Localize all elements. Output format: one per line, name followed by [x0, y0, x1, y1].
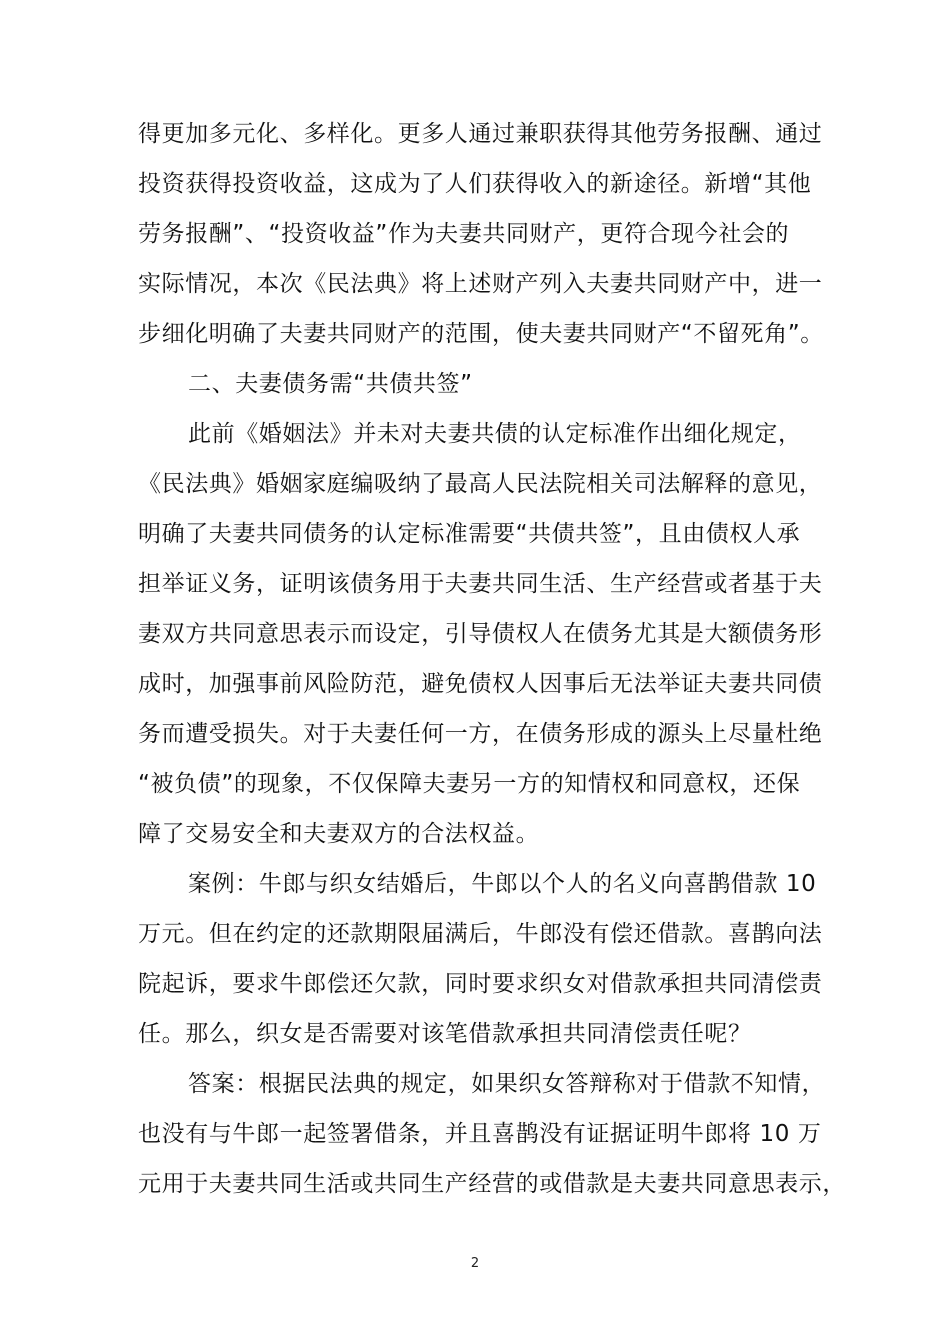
text-line-17: 万元。但在约定的还款期限届满后，牛郎没有偿还借款。喜鹊向法	[138, 921, 823, 947]
text-line-9: 明确了夫妻共同债务的认定标准需要“共债共签”，且由债权人承	[138, 521, 801, 547]
answer-paragraph-start: 答案：根据民法典的规定，如果织女答辩称对于借款不知情，	[188, 1071, 826, 1097]
text-line-12: 成时，加强事前风险防范，避免债权人因事后无法举证夫妻共同债	[138, 671, 823, 697]
text-line-19: 任。那么，织女是否需要对该笔借款承担共同清偿责任呢？	[138, 1021, 752, 1047]
text-line-22: 元用于夫妻共同生活或共同生产经营的或借款是夫妻共同意思表示，	[138, 1171, 846, 1197]
text-line-18: 院起诉，要求牛郎偿还欠款，同时要求织女对借款承担共同清偿责	[138, 971, 823, 997]
section-heading: 二、夫妻债务需“共债共签”	[188, 371, 473, 397]
text-line-11: 妻双方共同意思表示而设定，引导债权人在债务尤其是大额债务形	[138, 621, 823, 647]
text-line-10: 担举证义务，证明该债务用于夫妻共同生活、生产经营或者基于夫	[138, 571, 823, 597]
text-line-8: 《民法典》婚姻家庭编吸纳了最高人民法院相关司法解释的意见，	[138, 471, 823, 497]
text-line-14: “被负债”的现象，不仅保障夫妻另一方的知情权和同意权，还保	[138, 771, 801, 797]
text-line-15: 障了交易安全和夫妻双方的合法权益。	[138, 821, 540, 847]
text-line-1: 得更加多元化、多样化。更多人通过兼职获得其他劳务报酬、通过	[138, 121, 823, 147]
text-line-21: 也没有与牛郎一起签署借条，并且喜鹊没有证据证明牛郎将 10 万	[138, 1121, 822, 1147]
text-line-2: 投资获得投资收益，这成为了人们获得收入的新途径。新增“其他	[138, 171, 812, 197]
page-number: 2	[470, 1256, 480, 1271]
text-line-13: 务而遭受损失。对于夫妻任何一方，在债务形成的源头上尽量杜绝	[138, 721, 823, 747]
text-line-3: 劳务报酬”、“投资收益”作为夫妻共同财产，更符合现今社会的	[138, 221, 790, 247]
text-line-5: 步细化明确了夫妻共同财产的范围，使夫妻共同财产“不留死角”。	[138, 321, 824, 347]
text-line-4: 实际情况，本次《民法典》将上述财产列入夫妻共同财产中，进一	[138, 271, 823, 297]
text-line-7: 此前《婚姻法》并未对夫妻共债的认定标准作出细化规定，	[188, 421, 802, 447]
case-paragraph-start: 案例：牛郎与织女结婚后，牛郎以个人的名义向喜鹊借款 10	[188, 871, 817, 897]
